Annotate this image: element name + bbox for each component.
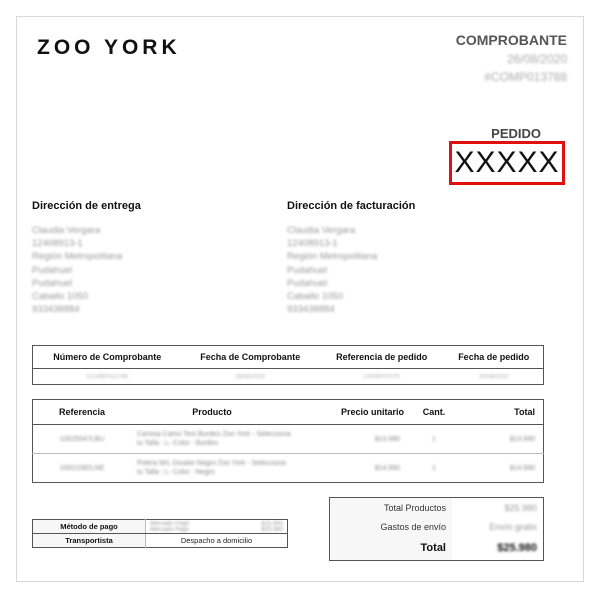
table-row bbox=[330, 517, 544, 536]
brand-logo: ZOO YORK bbox=[37, 36, 181, 59]
shipping-line: Región Metropolitana bbox=[32, 251, 123, 263]
billing-title: Dirección de facturación bbox=[287, 200, 416, 212]
billing-line: Pudahuel bbox=[287, 264, 328, 276]
table-cell: #COMP013788 bbox=[86, 373, 128, 380]
table-cell: 26/08/2020 bbox=[235, 373, 266, 380]
billing-line: Caballo 1050 bbox=[287, 291, 343, 303]
billing-line: 12408913-1 bbox=[287, 238, 338, 250]
comprobante-title: COMPROBANTE bbox=[455, 32, 567, 48]
table-row bbox=[33, 425, 544, 454]
comprobante-summary-table bbox=[32, 345, 544, 385]
shipping-line: Caballo 1050 bbox=[32, 291, 88, 303]
product-name: Polera M/L Double Negro Zoo York - Selecciona tu Talla : L- Color : Negro bbox=[137, 460, 286, 476]
shipping-line: Pudahuel bbox=[32, 264, 73, 276]
product-qty: 1 bbox=[432, 464, 436, 472]
total-products-label: Total Productos bbox=[330, 498, 453, 518]
product-ref: 10025047LBU bbox=[59, 435, 105, 443]
payment-name: Mercado Pago bbox=[150, 520, 190, 527]
payment-amount: $25.980 bbox=[261, 520, 283, 527]
table-header: Referencia de pedido bbox=[319, 346, 444, 369]
table-header: Fecha de Comprobante bbox=[181, 346, 319, 369]
shipping-cost-label: Gastos de envío bbox=[330, 517, 453, 536]
comprobante-date: 26/08/2020 bbox=[506, 52, 567, 66]
billing-line: Región Metropolitana bbox=[287, 251, 378, 263]
shipping-line: 12408913-1 bbox=[32, 238, 83, 250]
table-header: Número de Comprobante bbox=[33, 346, 182, 369]
billing-address bbox=[287, 200, 487, 316]
total-products-value: $25.980 bbox=[504, 502, 537, 513]
shipping-cost-value: Envío gratis bbox=[489, 521, 537, 532]
product-price: $14.990 bbox=[374, 464, 400, 472]
table-row bbox=[330, 498, 544, 518]
payment-amount: $25.980 bbox=[261, 526, 283, 533]
payment-method-label: Método de pago bbox=[33, 520, 146, 534]
grand-total-value: $25.980 bbox=[497, 542, 537, 554]
product-total: $14.990 bbox=[509, 464, 535, 472]
table-row bbox=[33, 454, 544, 483]
invoice-page bbox=[16, 16, 584, 582]
table-cell: LRVMPPXYK bbox=[363, 373, 400, 380]
comprobante-block bbox=[456, 32, 567, 84]
table-row bbox=[330, 536, 544, 561]
product-name: Camisa Camo Text Burdeo Zoo York - Selecciona tu Talla : L- Color : Burdeo bbox=[137, 431, 291, 447]
billing-line: Pudahuel bbox=[287, 277, 328, 289]
billing-line: 933438884 bbox=[287, 304, 335, 316]
table-row bbox=[33, 369, 544, 385]
table-row bbox=[33, 520, 288, 534]
products-table bbox=[32, 399, 544, 483]
pedido-label: PEDIDO bbox=[491, 126, 541, 141]
table-header-row bbox=[33, 400, 544, 425]
billing-line: Claudia Vergara bbox=[287, 225, 356, 236]
product-ref: 10021082LNE bbox=[59, 464, 105, 472]
product-price: $13.990 bbox=[374, 435, 400, 443]
shipping-title: Dirección de entrega bbox=[32, 200, 141, 212]
totals-table bbox=[329, 497, 544, 561]
table-header: Precio unitario bbox=[293, 400, 408, 425]
payment-table bbox=[32, 519, 288, 548]
carrier-label: Transportista bbox=[33, 534, 146, 548]
table-header: Cant. bbox=[408, 400, 460, 425]
shipping-line: 933438884 bbox=[32, 304, 80, 316]
grand-total-label: Total bbox=[330, 536, 453, 561]
product-qty: 1 bbox=[432, 435, 436, 443]
shipping-line: Claudia Vergara bbox=[32, 225, 101, 236]
pedido-number-highlight: XXXXX bbox=[449, 141, 565, 185]
table-header: Total bbox=[460, 400, 544, 425]
shipping-line: Pudahuel bbox=[32, 277, 73, 289]
table-header-row bbox=[33, 346, 544, 369]
table-row bbox=[33, 534, 288, 548]
payment-line bbox=[150, 527, 283, 533]
shipping-address bbox=[32, 200, 232, 316]
product-total: $13.990 bbox=[509, 435, 535, 443]
table-header: Producto bbox=[131, 400, 293, 425]
table-header: Referencia bbox=[33, 400, 132, 425]
table-cell: 26/08/2020 bbox=[478, 373, 509, 380]
table-header: Fecha de pedido bbox=[444, 346, 543, 369]
comprobante-number: #COMP013788 bbox=[484, 70, 567, 84]
payment-name: Mercado Pago bbox=[150, 526, 190, 533]
carrier-value: Despacho a domicilio bbox=[180, 536, 253, 545]
